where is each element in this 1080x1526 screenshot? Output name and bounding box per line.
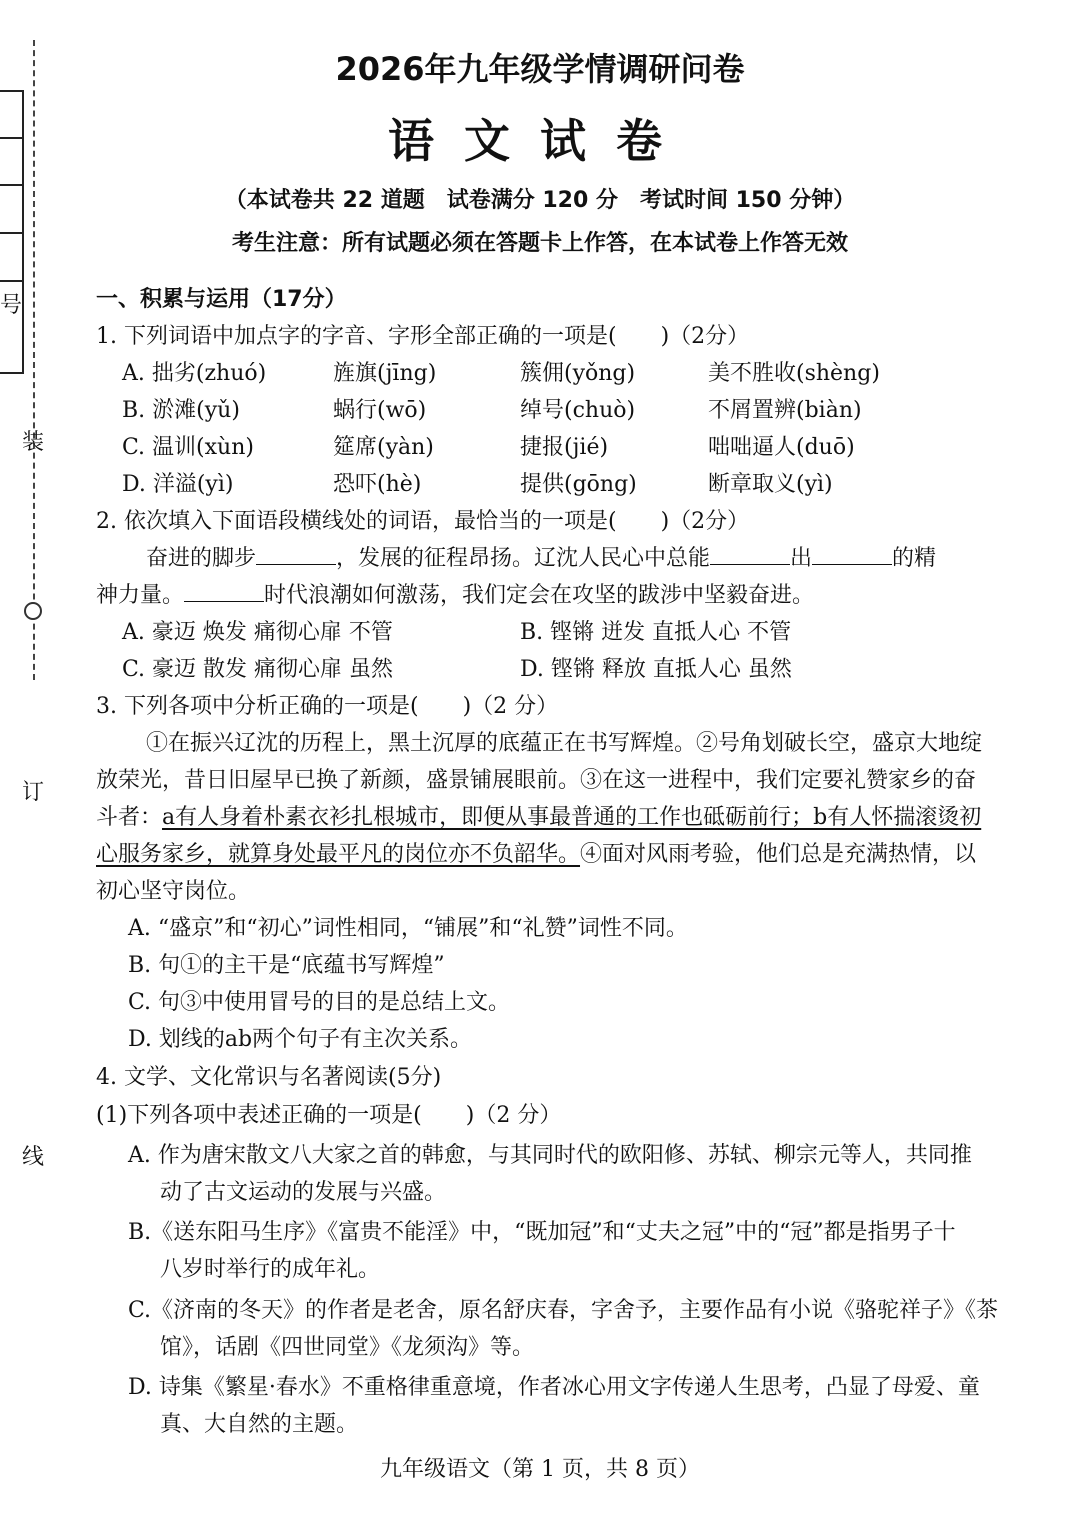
q2-option-c: C. 豪迈 散发 痛彻心扉 虽然 bbox=[122, 657, 394, 682]
q3-passage-line4 bbox=[96, 837, 976, 868]
q1-option-c-3: 捷报(jié) bbox=[520, 435, 609, 460]
q4-option-b-line1: B.《送东阳马生序》《富贵不能淫》中，“既加冠”和“丈夫之冠”中的“冠”都是指男子十 bbox=[128, 1220, 956, 1245]
q1-option-c-2: 筵席(yàn) bbox=[333, 435, 434, 460]
q2-passage-line1 bbox=[146, 541, 936, 572]
q4-option-a-line2: 动了古文运动的发展与兴盛。 bbox=[160, 1180, 447, 1205]
q3-passage-part6: ④面对风雨考验，他们总是充满热情，以 bbox=[580, 842, 977, 867]
q1-option-b-1: B. 淤滩(yǔ) bbox=[122, 398, 240, 423]
q2-blank-1 bbox=[256, 546, 336, 565]
q4-option-b-line2: 八岁时举行的成年礼。 bbox=[160, 1257, 381, 1282]
q1-option-a-4: 美不胜收(shèng) bbox=[708, 361, 880, 386]
q3-underlined-sentence-b: 心服务家乡，就算身处最平凡的岗位亦不负韶华。 bbox=[96, 842, 581, 867]
exam-notice: 考生注意：所有试题必须在答题卡上作答，在本试卷上作答无效 bbox=[231, 231, 848, 256]
q4-stem: 4. 文学、文化常识与名著阅读(5分) bbox=[96, 1065, 442, 1090]
q2-passage-part2: ，发展的征程昂扬。辽沈人民心中总能 bbox=[336, 546, 711, 571]
q1-stem: 1. 下列词语中加点字的字音、字形全部正确的一项是( )（2分） bbox=[96, 324, 750, 349]
q1-option-d-2: 恐吓(hè) bbox=[333, 472, 422, 497]
q2-blank-2 bbox=[710, 546, 790, 565]
binding-hole bbox=[24, 602, 42, 620]
q3-option-c: C. 句③中使用冒号的目的是总结上文。 bbox=[128, 990, 511, 1015]
q2-passage-part6: 时代浪潮如何激荡，我们定会在攻坚的跋涉中坚毅奋进。 bbox=[264, 583, 815, 608]
exam-title: 2026年九年级学情调研问卷 bbox=[335, 50, 745, 88]
q3-passage-line3 bbox=[96, 800, 981, 831]
q3-passage-line1: ①在振兴辽沈的历程上，黑土沉厚的底蕴正在书写辉煌。②号角划破长空，盛京大地绽 bbox=[146, 731, 983, 756]
q3-option-b: B. 句①的主干是“底蕴书写辉煌” bbox=[128, 953, 445, 978]
binding-label-xian: 线 bbox=[22, 1145, 45, 1170]
q2-passage-line2 bbox=[96, 578, 814, 609]
q3-passage-line2: 放荣光，昔日旧屋早已换了新颜，盛景铺展眼前。③在这一进程中，我们定要礼赞家乡的奋 bbox=[96, 768, 977, 793]
q4-option-c-line2: 馆》，话剧《四世同堂》《龙须沟》等。 bbox=[160, 1335, 535, 1360]
q1-option-d-4: 断章取义(yì) bbox=[708, 472, 833, 497]
q3-passage-part3: 斗者： bbox=[96, 805, 163, 830]
section-heading: 一、积累与运用（17分） bbox=[96, 287, 347, 312]
q1-option-b-3: 绰号(chuò) bbox=[520, 398, 636, 423]
q3-option-d: D. 划线的ab两个句子有主次关系。 bbox=[128, 1027, 473, 1052]
name-label: 号 bbox=[0, 293, 23, 318]
q1-option-a-1: A. 拙劣(zhuó) bbox=[122, 361, 267, 386]
q1-option-a-3: 簇佣(yǒng) bbox=[520, 361, 636, 386]
exam-subject: 语文试卷 bbox=[388, 114, 692, 168]
q1-option-b-4: 不屑置辨(biàn) bbox=[708, 398, 862, 423]
q2-option-a: A. 豪迈 焕发 痛彻心扉 不管 bbox=[122, 620, 393, 645]
q1-option-c-4: 咄咄逼人(duō) bbox=[708, 435, 855, 460]
q3-underlined-sentence-a: a有人身着朴素衣衫扎根城市，即便从事最普通的工作也砥砺前行；b有人怀揣滚烫初 bbox=[162, 805, 982, 830]
q4-option-c-line1: C.《济南的冬天》的作者是老舍，原名舒庆春，字舍予，主要作品有小说《骆驼祥子》《茶 bbox=[128, 1298, 999, 1323]
q4-option-d-line2: 真、大自然的主题。 bbox=[160, 1412, 359, 1437]
q1-option-d-3: 提供(gōng) bbox=[520, 472, 637, 497]
page-footer: 九年级语文（第 1 页，共 8 页） bbox=[380, 1457, 700, 1482]
exam-info: （本试卷共 22 道题 试卷满分 120 分 考试时间 150 分钟） bbox=[224, 188, 856, 213]
q2-blank-4 bbox=[184, 583, 264, 602]
q1-option-b-2: 蜗行(wō) bbox=[333, 398, 427, 423]
q2-option-b: B. 铿锵 迸发 直抵人心 不管 bbox=[520, 620, 792, 645]
q3-passage-line5: 初心坚守岗位。 bbox=[96, 879, 251, 904]
q3-option-a: A. “盛京”和“初心”词性相同，“铺展”和“礼赞”词性不同。 bbox=[128, 916, 688, 941]
q2-passage-part3: 出 bbox=[790, 546, 813, 571]
q1-option-c-1: C. 温训(xùn) bbox=[122, 435, 254, 460]
q4-option-d-line1: D. 诗集《繁星·春水》不重格律重意境，作者冰心用文字传递人生思考，凸显了母爱、童 bbox=[128, 1375, 980, 1400]
q2-stem: 2. 依次填入下面语段横线处的词语，最恰当的一项是( )（2分） bbox=[96, 509, 750, 534]
q2-passage-part4: 的精 bbox=[892, 546, 937, 571]
q2-option-d: D. 铿锵 释放 直抵人心 虽然 bbox=[520, 657, 792, 682]
q1-option-d-1: D. 洋溢(yì) bbox=[122, 472, 234, 497]
q4-sub-stem: (1)下列各项中表述正确的一项是( )（2 分） bbox=[96, 1103, 562, 1128]
binding-label-ding: 订 bbox=[22, 780, 45, 805]
q1-option-a-2: 旌旗(jīng) bbox=[333, 361, 437, 386]
q2-passage-part5: 神力量。 bbox=[96, 583, 185, 608]
q3-stem: 3. 下列各项中分析正确的一项是( )（2 分） bbox=[96, 694, 559, 719]
binding-label-zhuang: 装 bbox=[22, 430, 45, 455]
q2-passage-part1: 奋进的脚步 bbox=[146, 546, 257, 571]
q2-blank-3 bbox=[812, 546, 892, 565]
q4-option-a-line1: A. 作为唐宋散文八大家之首的韩愈，与其同时代的欧阳修、苏轼、柳宗元等人，共同推 bbox=[128, 1143, 972, 1168]
